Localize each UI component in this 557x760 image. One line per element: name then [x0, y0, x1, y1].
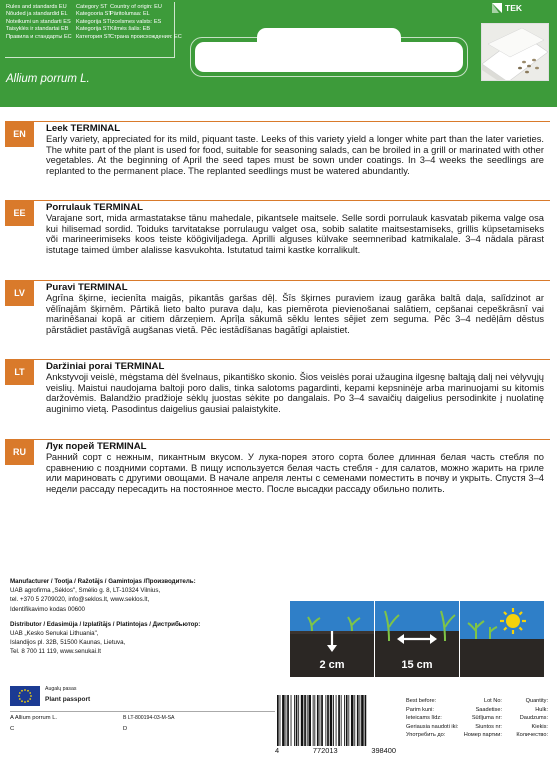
distributor-label: Distributor / Edasimüja / Izplatītājs / Platintojas / Дистрибьютор:	[10, 620, 201, 628]
quantity-col	[506, 697, 548, 740]
section-ru	[0, 439, 557, 521]
section-text: Agrīna šķirne, iecienīta maigās, pikantās garšas dēļ. Šīs šķirnes puraviem izaug garāka baltā daļa, salīdzinot ar vēlīnajām šķirnēm. Pārtikā lieto balto purava daļu, kas piemērota pievienošanai salātiem, cepšanai cepeškrāsnī vai marinēšanai kopā ar citiem dārzeņiem. Aprīļa sākumā sēklu lentes sējiet zem seguma. Pēc 3–4 nedēļām dēstus pārstādiet pastāvīgā augšanas vietā. Pēc iestādīšanas bagātīgi aplaistiet.	[46, 293, 544, 335]
section-divider	[34, 121, 550, 122]
distributor-line: Islandijos pl. 32B, 51500 Kaunas, Lietuva,	[10, 639, 126, 647]
section-text: Ankstyvoji veislė, mėgstama dėl švelnaus, pikantiško skonio. Šios veislės porai užaugina ilgesnę baltąją dalį nei vėlyvųjų veislių. Maistui naudojama baltoji poro dalis, tinka salotoms pagardinti, kepami kepsninėje arba marinuojami su kitomis daržovėmis. Balandžio pradžioje sėklų juostas sėkite po dangalais. Po 3–4 savaičių daigelius persodinkite į nuolatinę auginimo vietą. Pasodintus daigelius gausiai palaistykite.	[46, 372, 544, 414]
lang-tab-ru: RU	[5, 439, 34, 465]
harvest-panel	[460, 601, 544, 677]
section-divider	[34, 280, 550, 281]
manufacturer-line: UAB agrofirma „Sėklos", Smėlio g. 8, LT-10324 Vilnius,	[10, 587, 161, 595]
passport-label: Augalų pasas	[45, 686, 77, 692]
info-label: Saadetise:	[475, 706, 502, 713]
meta-text: Country of origin: EU	[110, 4, 162, 10]
info-label: Lot No:	[483, 698, 502, 704]
info-label: Sūtījuma nr:	[471, 715, 502, 722]
barcode-digit-group: 398400	[371, 746, 396, 755]
section-text: Varajane sort, mida armastatakse tänu mahedale, pikantsele maitsele. Selle sordi porrulauk kasvatab pikema valge osa kui hilisemad sordid. Toiduks tarvitatakse porrulaugu valget osa, sobib salatite maitsestamiseks, grillis küpsetamiseks või marineerimiseks koos teiste köögiviljadega. Aprilli alguses külvake seemneribad katmikalale. 3–4 nädala pärast istutage taimed ümber alalisse kasvukohta. Istutatud taimi kastke korralikult.	[46, 213, 544, 255]
distributor-line: UAB „Kesko Senukai Lithuania",	[10, 630, 99, 638]
seed-tape-icon	[482, 24, 548, 80]
passport-c: C	[10, 726, 15, 732]
section-ee	[0, 200, 557, 272]
info-label: Употребить до:	[406, 732, 446, 739]
section-title: Лук порей TERMINAL	[46, 441, 147, 452]
meta-text: Kategorija ST	[76, 26, 110, 33]
barcode-digits	[273, 746, 398, 755]
meta-text: Страна происхождения: ЕС	[110, 33, 182, 40]
seed-tape-image	[481, 23, 549, 81]
info-label: Номер партии:	[463, 732, 502, 739]
sowing-depth-panel	[290, 601, 374, 677]
product-window	[195, 42, 463, 72]
meta-text: Category ST	[76, 4, 108, 10]
meta-text: Noteikumi un standarti ES	[6, 18, 71, 25]
lang-tab-lt: LT	[5, 359, 34, 385]
header-band	[0, 0, 557, 107]
spacing-label: 15 cm	[401, 659, 433, 671]
meta-text: Izcelsmes valsts: ES	[110, 18, 162, 25]
plant-passport	[10, 683, 180, 755]
lang-tab-lv: LV	[5, 280, 34, 306]
brand-logo	[492, 3, 522, 13]
meta-text: Taisyklės ir standartai EB	[6, 26, 69, 33]
passport-a: A Allium porrum L.	[10, 715, 58, 721]
producer-info	[10, 577, 280, 657]
barcode-digit-group: 4	[275, 746, 280, 755]
barcode-digit-group: 772013	[312, 746, 338, 755]
section-text: Early variety, appreciated for its mild, piquant taste. Leeks of this variety yield a longer white part than the later varieties. The white part of the plant is used for food, suitable for seasoning salads, can be broiled in a grill or marinated with other vegetables. At the beginning of April the seed tapes must be sown under coatings. In 3–4 weeks the seedlings are replanted to the permanent place. The replanted seedlings must be watered abundantly.	[46, 134, 544, 176]
brand-text: TEK	[505, 3, 522, 13]
manufacturer-line: tel. +370 5 2709020, info@seklos.lt, www.seklos.lt,	[10, 596, 150, 604]
info-label: Best before:	[406, 698, 437, 704]
section-title: Porrulauk TERMINAL	[46, 202, 144, 213]
best-before-col	[406, 697, 458, 740]
lang-tab-ee: EE	[5, 200, 34, 226]
eu-stars-icon	[10, 686, 40, 706]
info-label: Количество:	[516, 732, 548, 739]
info-label: Daudzums:	[519, 715, 548, 722]
manufacturer-line: Identifikavimo kodas 00600	[10, 605, 85, 613]
meta-origin	[110, 4, 182, 41]
section-divider	[34, 439, 550, 440]
meta-text: Правила и стандарты ЕС	[6, 33, 72, 40]
meta-text: Päritolumaa: EL	[110, 11, 150, 18]
meta-text: Kategorija ST	[76, 18, 110, 25]
passport-title: Plant passport	[45, 696, 91, 703]
distributor-line: Tel. 8 700 11 119, www.senukai.lt	[10, 648, 101, 656]
lot-col	[462, 697, 502, 740]
meta-text: Nõuded ja standardid EL	[6, 11, 68, 18]
meta-text: Rules and standards EU	[6, 4, 67, 10]
meta-category	[76, 4, 112, 41]
section-lv	[0, 280, 557, 352]
info-label: Siuntos nr:	[475, 723, 502, 730]
meta-text: Kategooria ST	[76, 11, 112, 18]
info-label: Parim kuni:	[406, 706, 434, 713]
passport-divider	[10, 711, 275, 712]
tek-logo-icon	[492, 3, 502, 13]
section-divider	[34, 359, 550, 360]
section-title: Leek TERMINAL	[46, 123, 121, 134]
ean-barcode	[273, 695, 398, 755]
section-title: Puravi TERMINAL	[46, 282, 128, 293]
latin-name: Allium porrum L.	[6, 73, 90, 85]
info-label: Hulk:	[535, 706, 548, 713]
lang-tab-en: EN	[5, 121, 34, 147]
passport-d: D	[123, 726, 128, 732]
info-label: Kiekis:	[531, 723, 548, 730]
info-label: Ieteicams līdz:	[406, 715, 442, 722]
info-label: Geriausia naudoti iki:	[406, 723, 459, 730]
section-title: Daržiniai porai TERMINAL	[46, 361, 165, 372]
harvest-sun-icon	[460, 601, 544, 677]
passport-b: B LT-800194-03-M-SA	[123, 715, 175, 721]
section-text: Ранний сорт с нежным, пикантным вкусом. У лука-порея этого сорта более длинная белая часть стебля по сравнению с поздними сортами. В пищу используется белая часть стебля - для салатов, можно жарить на гриле или мариновать с другими овощами. В начале апреля ленты с семенами поместить в почву и укрыть. Спустя 3–4 недели рассаду пересадить на постоянное место. После высадки рассаду обильно полить.	[46, 452, 544, 494]
manufacturer-label: Manufacturer / Tootja / Ražotājs / Gamintojas /Производитель:	[10, 578, 196, 585]
eu-flag-icon	[10, 686, 40, 706]
depth-label: 2 cm	[319, 659, 345, 671]
info-label: Quantity:	[525, 698, 548, 704]
meta-text: Kilmės šalis: EB	[110, 26, 151, 33]
section-lt	[0, 359, 557, 431]
barcode-icon	[273, 695, 398, 747]
section-divider	[34, 200, 550, 201]
meta-text: Категория ST	[76, 33, 111, 40]
meta-rules	[6, 4, 72, 41]
section-en	[0, 121, 557, 193]
sowing-spacing-panel	[375, 601, 459, 677]
